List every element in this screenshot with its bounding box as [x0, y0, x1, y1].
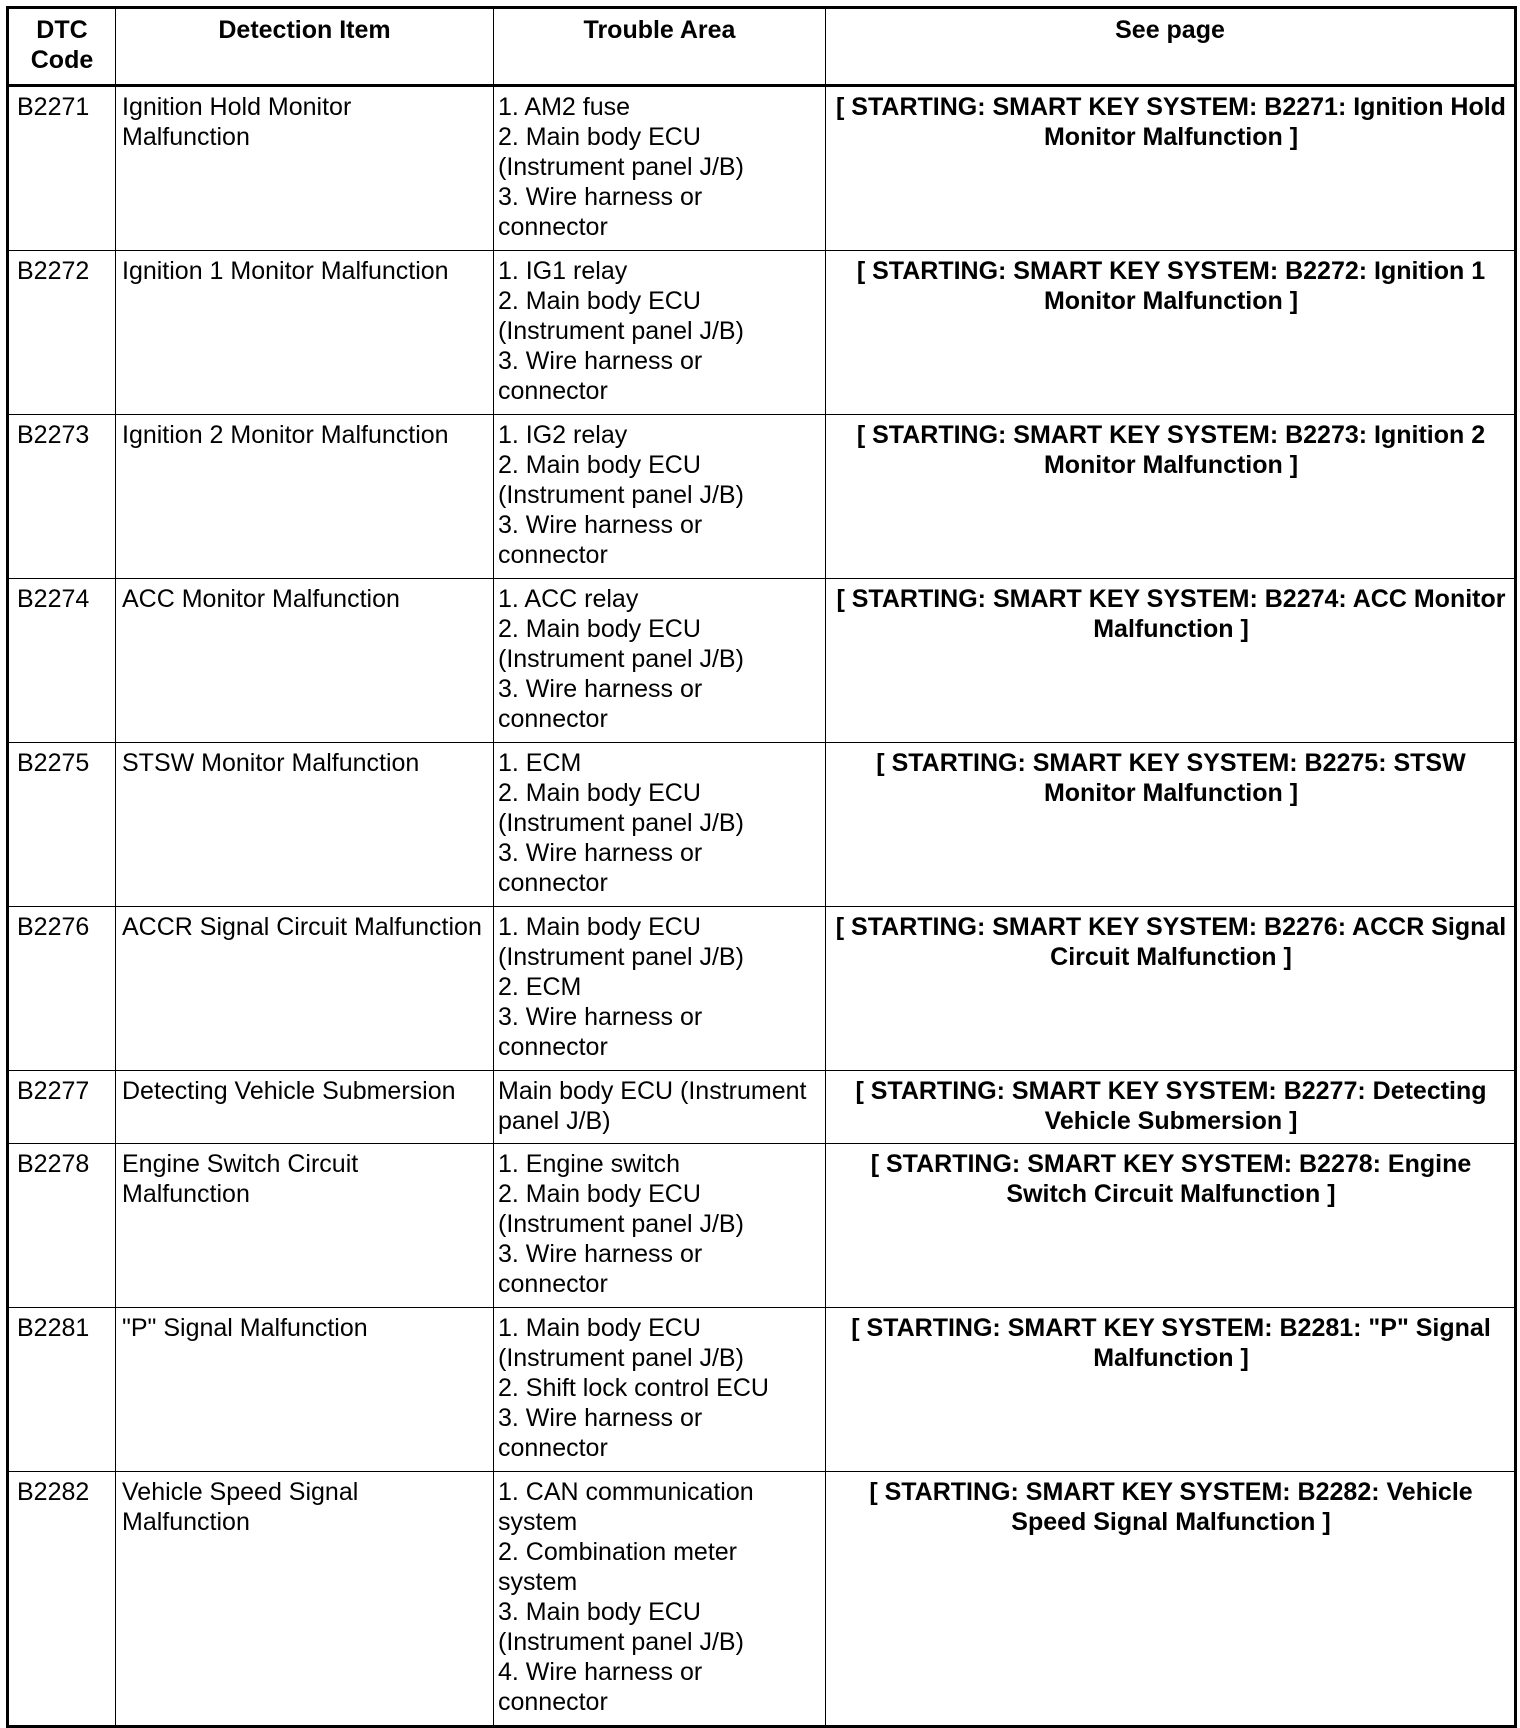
see-page-link[interactable]	[826, 1308, 1516, 1472]
trouble-area-cell	[494, 907, 826, 1071]
trouble-area-line: (Instrument panel J/B)	[498, 153, 744, 181]
trouble-area-line: 3. Wire harness or	[498, 511, 703, 539]
see-page-link[interactable]	[826, 907, 1516, 1071]
see-page-line: Monitor Malfunction ]	[1043, 451, 1299, 479]
see-page-line: [ STARTING: SMART KEY SYSTEM: B2271: Ignition Hold	[836, 93, 1506, 121]
see-page-line: [ STARTING: SMART KEY SYSTEM: B2275: STSW	[876, 749, 1466, 777]
detection-item-line: Ignition Hold Monitor	[122, 93, 352, 121]
table-row	[8, 579, 1516, 743]
see-page-line: [ STARTING: SMART KEY SYSTEM: B2273: Ignition 2	[856, 421, 1486, 449]
see-page-line: [ STARTING: SMART KEY SYSTEM: B2274: ACC Monitor	[836, 585, 1506, 613]
see-page-link[interactable]	[826, 1472, 1516, 1727]
trouble-area-line: 1. Main body ECU	[498, 913, 701, 941]
detection-item-cell	[116, 1144, 494, 1308]
detection-item-cell	[116, 415, 494, 579]
trouble-area-cell	[494, 1071, 826, 1144]
trouble-area-line: (Instrument panel J/B)	[498, 809, 744, 837]
header-see-page: See page	[826, 8, 1516, 86]
see-page-line: Circuit Malfunction ]	[1050, 943, 1292, 971]
trouble-area-line: connector	[498, 377, 608, 405]
see-page-line: Malfunction ]	[1093, 1344, 1249, 1372]
see-page-link[interactable]	[826, 743, 1516, 907]
dtc-code-cell: B2276	[8, 907, 116, 1071]
trouble-area-line: system	[498, 1568, 578, 1596]
detection-item-cell	[116, 579, 494, 743]
trouble-area-line: 2. Main body ECU	[498, 123, 701, 151]
trouble-area-line: 2. Combination meter	[498, 1538, 738, 1566]
trouble-area-line: 1. CAN communication	[498, 1478, 754, 1506]
trouble-area-line: 2. Main body ECU	[498, 779, 701, 807]
see-page-link[interactable]	[826, 579, 1516, 743]
table-row	[8, 415, 1516, 579]
table-row	[8, 743, 1516, 907]
see-page-line: [ STARTING: SMART KEY SYSTEM: B2278: Engine	[870, 1150, 1472, 1178]
see-page-line: Malfunction ]	[1093, 615, 1249, 643]
trouble-area-cell	[494, 251, 826, 415]
trouble-area-line: Main body ECU (Instrument	[498, 1077, 807, 1105]
dtc-code-cell: B2272	[8, 251, 116, 415]
see-page-link[interactable]	[826, 1071, 1516, 1144]
see-page-line: Switch Circuit Malfunction ]	[1006, 1180, 1336, 1208]
see-page-link[interactable]	[826, 415, 1516, 579]
table-row	[8, 251, 1516, 415]
detection-item-line: Malfunction	[122, 1508, 250, 1536]
header-trouble-area: Trouble Area	[494, 8, 826, 86]
table-row	[8, 1308, 1516, 1472]
see-page-line: [ STARTING: SMART KEY SYSTEM: B2282: Vehicle	[869, 1478, 1473, 1506]
trouble-area-line: connector	[498, 1434, 608, 1462]
trouble-area-line: 3. Wire harness or	[498, 839, 703, 867]
dtc-table-container	[6, 6, 1517, 1728]
trouble-area-line: (Instrument panel J/B)	[498, 1210, 744, 1238]
detection-item-line: "P" Signal Malfunction	[122, 1314, 368, 1342]
trouble-area-cell	[494, 1472, 826, 1727]
trouble-area-line: 2. Main body ECU	[498, 615, 701, 643]
dtc-code-cell: B2274	[8, 579, 116, 743]
detection-item-cell	[116, 1472, 494, 1727]
dtc-table	[6, 6, 1517, 1728]
trouble-area-line: (Instrument panel J/B)	[498, 645, 744, 673]
trouble-area-line: connector	[498, 541, 608, 569]
trouble-area-line: connector	[498, 1270, 608, 1298]
trouble-area-line: 3. Main body ECU	[498, 1598, 701, 1626]
trouble-area-line: 1. Main body ECU	[498, 1314, 701, 1342]
see-page-line: [ STARTING: SMART KEY SYSTEM: B2276: ACCR Signal	[835, 913, 1507, 941]
see-page-link[interactable]	[826, 251, 1516, 415]
dtc-code-cell: B2273	[8, 415, 116, 579]
trouble-area-line: 2. Main body ECU	[498, 451, 701, 479]
trouble-area-line: 4. Wire harness or	[498, 1658, 703, 1686]
detection-item-cell	[116, 743, 494, 907]
trouble-area-cell	[494, 415, 826, 579]
see-page-line: [ STARTING: SMART KEY SYSTEM: B2277: Detecting	[855, 1077, 1487, 1105]
see-page-line: [ STARTING: SMART KEY SYSTEM: B2281: "P" Signal	[851, 1314, 1491, 1342]
detection-item-line: Engine Switch Circuit	[122, 1150, 359, 1178]
table-row	[8, 1472, 1516, 1727]
trouble-area-line: (Instrument panel J/B)	[498, 1344, 744, 1372]
header-dtc-code	[8, 8, 116, 86]
see-page-line: [ STARTING: SMART KEY SYSTEM: B2272: Ignition 1	[856, 257, 1486, 285]
trouble-area-line: 1. IG1 relay	[498, 257, 628, 285]
trouble-area-line: connector	[498, 213, 608, 241]
trouble-area-line: 1. ECM	[498, 749, 582, 777]
trouble-area-line: 3. Wire harness or	[498, 347, 703, 375]
detection-item-line: STSW Monitor Malfunction	[122, 749, 420, 777]
detection-item-line: Ignition 1 Monitor Malfunction	[122, 257, 449, 285]
detection-item-line: Malfunction	[122, 123, 250, 151]
detection-item-cell	[116, 1308, 494, 1472]
trouble-area-line: 2. Main body ECU	[498, 1180, 701, 1208]
see-page-link[interactable]	[826, 86, 1516, 251]
see-page-link[interactable]	[826, 1144, 1516, 1308]
trouble-area-line: 2. ECM	[498, 973, 582, 1001]
detection-item-line: ACCR Signal Circuit Malfunction	[122, 913, 482, 941]
table-row	[8, 907, 1516, 1071]
trouble-area-cell	[494, 1144, 826, 1308]
detection-item-line: Vehicle Speed Signal	[122, 1478, 359, 1506]
trouble-area-line: 3. Wire harness or	[498, 675, 703, 703]
dtc-code-cell: B2281	[8, 1308, 116, 1472]
trouble-area-line: 2. Shift lock control ECU	[498, 1374, 769, 1402]
detection-item-cell	[116, 907, 494, 1071]
trouble-area-line: 3. Wire harness or	[498, 1003, 703, 1031]
trouble-area-line: 3. Wire harness or	[498, 183, 703, 211]
table-row	[8, 1071, 1516, 1144]
see-page-line: Monitor Malfunction ]	[1043, 779, 1299, 807]
trouble-area-line: 1. ACC relay	[498, 585, 639, 613]
see-page-line: Monitor Malfunction ]	[1043, 287, 1299, 315]
detection-item-cell	[116, 86, 494, 251]
trouble-area-line: connector	[498, 1688, 608, 1716]
trouble-area-line: (Instrument panel J/B)	[498, 943, 744, 971]
table-row	[8, 1144, 1516, 1308]
trouble-area-line: connector	[498, 705, 608, 733]
trouble-area-line: 1. AM2 fuse	[498, 93, 631, 121]
trouble-area-cell	[494, 1308, 826, 1472]
trouble-area-line: 1. IG2 relay	[498, 421, 628, 449]
trouble-area-line: (Instrument panel J/B)	[498, 317, 744, 345]
trouble-area-line: (Instrument panel J/B)	[498, 481, 744, 509]
see-page-line: Monitor Malfunction ]	[1043, 123, 1299, 151]
dtc-code-cell: B2271	[8, 86, 116, 251]
see-page-line: Vehicle Submersion ]	[1044, 1107, 1298, 1135]
table-header-row	[8, 8, 1516, 86]
header-dtc-code-line2: Code	[30, 46, 94, 74]
detection-item-line: ACC Monitor Malfunction	[122, 585, 400, 613]
dtc-code-cell: B2282	[8, 1472, 116, 1727]
trouble-area-cell	[494, 579, 826, 743]
detection-item-line: Detecting Vehicle Submersion	[122, 1077, 456, 1105]
table-row	[8, 86, 1516, 251]
trouble-area-line: system	[498, 1508, 578, 1536]
trouble-area-line: (Instrument panel J/B)	[498, 1628, 744, 1656]
trouble-area-line: 2. Main body ECU	[498, 287, 701, 315]
see-page-line: Speed Signal Malfunction ]	[1011, 1508, 1331, 1536]
header-dtc-code-line1: DTC	[36, 16, 88, 44]
detection-item-line: Malfunction	[122, 1180, 250, 1208]
trouble-area-line: 3. Wire harness or	[498, 1404, 703, 1432]
trouble-area-cell	[494, 86, 826, 251]
header-detection-item: Detection Item	[116, 8, 494, 86]
dtc-code-cell: B2277	[8, 1071, 116, 1144]
dtc-code-cell: B2278	[8, 1144, 116, 1308]
trouble-area-cell	[494, 743, 826, 907]
detection-item-line: Ignition 2 Monitor Malfunction	[122, 421, 449, 449]
table-body	[8, 86, 1516, 1727]
trouble-area-line: panel J/B)	[498, 1107, 611, 1135]
trouble-area-line: 1. Engine switch	[498, 1150, 681, 1178]
detection-item-cell	[116, 251, 494, 415]
detection-item-cell	[116, 1071, 494, 1144]
dtc-code-cell: B2275	[8, 743, 116, 907]
trouble-area-line: connector	[498, 869, 608, 897]
trouble-area-line: 3. Wire harness or	[498, 1240, 703, 1268]
trouble-area-line: connector	[498, 1033, 608, 1061]
